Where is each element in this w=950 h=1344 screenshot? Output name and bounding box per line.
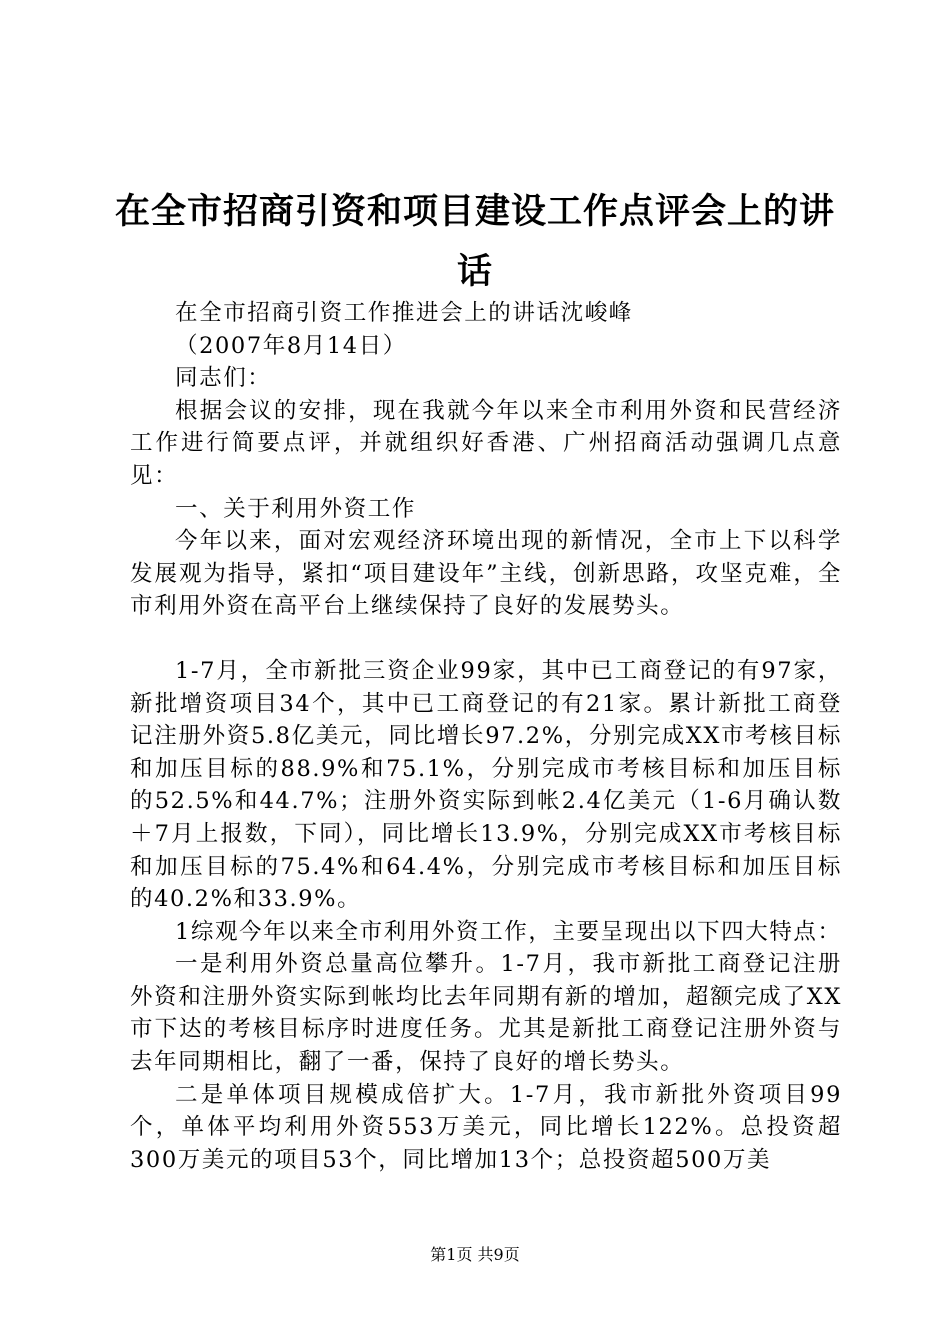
title-line-1: 在全市招商引资和项目建设工作点评会上的讲	[114, 191, 835, 232]
title-line-2: 话	[456, 251, 493, 292]
body-paragraph: 今年以来，面对宏观经济环境出现的新情况，全市上下以科学发展观为指导，紧扣“项目建设年”主线，创新思路，攻坚克难，全市利用外资在高平台上继续保持了良好的发展势头。	[130, 528, 842, 620]
page-footer: 第1页 共9页	[430, 1245, 520, 1264]
body-paragraph: 一是利用外资总量高位攀升。1-7月，我市新批工商登记注册外资和注册外资实际到帐均比去年同期有新的增加，超额完成了XX市下达的考核目标序时进度任务。尤其是新批工商登记注册外资与去年同期相比，翻了一番，保持了良好的增长势头。	[130, 951, 842, 1076]
body-paragraph: 1综观今年以来全市利用外资工作，主要呈现出以下四大特点：	[175, 918, 842, 945]
body-paragraph: 根据会议的安排，现在我就今年以来全市利用外资和民营经济工作进行简要点评，并就组织好香港、广州招商活动强调几点意见：	[130, 397, 842, 489]
salutation: 同志们：	[175, 365, 272, 392]
body-paragraph: 二是单体项目规模成倍扩大。1-7月，我市新批外资项目99个，单体平均利用外资553万美元，同比增长122%。总投资超300万美元的项目53个，同比增加13个；总投资超500万美	[130, 1081, 842, 1173]
body-paragraph: 1-7月，全市新批三资企业99家，其中已工商登记的有97家，新批增资项目34个，其中已工商登记的有21家。累计新批工商登记注册外资5.8亿美元，同比增长97.2%，分别完成XX市考核目标和加压目标的88.9%和75.1%，分别完成市考核目标和加压目标的52.5%和44.7%；注册外资实际到帐2.4亿美元（1-6月确认数＋7月上报数，下同），同比增长13.9%，分别完成XX市考核目标和加压目标的75.4%和64.4%，分别完成市考核目标和加压目标的40.2%和33.9%。	[130, 657, 842, 913]
document-body	[130, 297, 842, 1176]
section-heading: 一、关于利用外资工作	[175, 495, 417, 522]
document-title	[110, 182, 840, 302]
speech-subtitle: 在全市招商引资工作推进会上的讲话沈峻峰	[175, 300, 633, 326]
speech-date: （2007年8月14日）	[175, 332, 407, 359]
